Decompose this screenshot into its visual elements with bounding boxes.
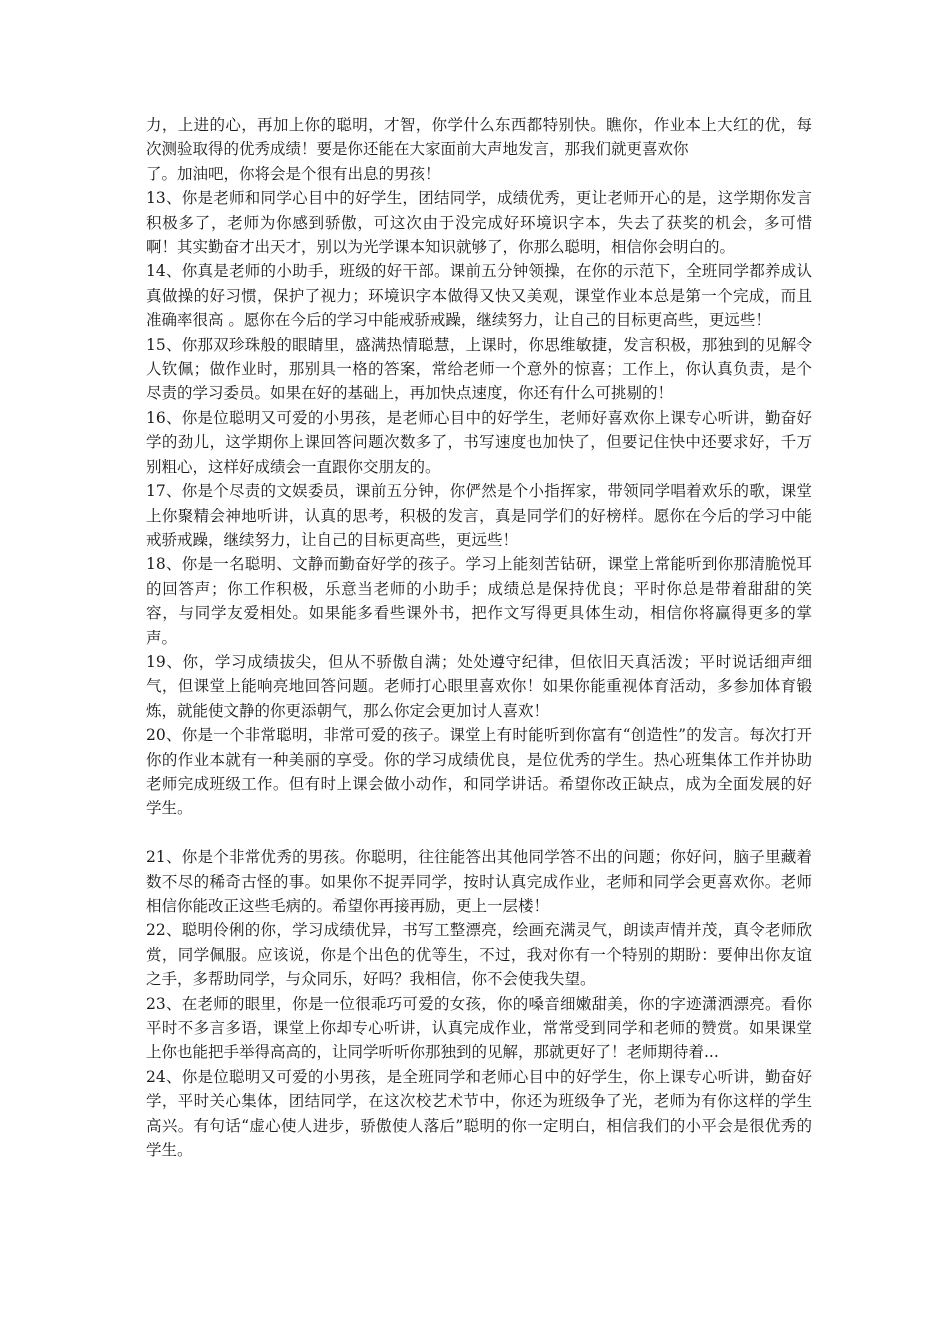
paragraph-24: 24、你是位聪明又可爱的小男孩，是全班同学和老师心目中的好学生，你上课专心听讲，勤奋好学，平时关心集体，团结同学，在这次校艺术节中，你还为班级争了光，老师为有你这样的学生高兴。有句话“虚心使人进步，骄傲使人落后”聪明的你一定明白，相信我们的小平会是很优秀的学生。 (146, 1067, 812, 1160)
paragraph-16: 16、你是位聪明又可爱的小男孩，是老师心目中的好学生，老师好喜欢你上课专心听讲，勤奋好学的劲儿，这学期你上课回答问题次数多了，书写速度也加快了，但要记住快中还要求好，千万别粗心，这样好成绩会一直跟你交朋友的。 (146, 408, 812, 476)
paragraph-intro-continued: 力，上进的心，再加上你的聪明，才智，你学什么东西都特别快。瞧你，作业本上大红的优，每次测验取得的优秀成绩！要是你还能在大家面前大声地发言，那我们就更喜欢你 (146, 116, 812, 159)
paragraph-15: 15、你那双珍珠般的眼睛里，盛满热情聪慧，上课时，你思维敏捷，发言积极，那独到的见解令人钦佩；做作业时，那别具一格的答案，常给老师一个意外的惊喜；工作上，你认真负责，是个尽责的学习委员。如果在好的基础上，再加快点速度，你还有什么可挑剔的！ (146, 335, 812, 403)
paragraph-20: 20、你是一个非常聪明，非常可爱的孩子。课堂上有时能听到你富有“创造性”的发言。每次打开你的作业本就有一种美丽的享受。你的学习成绩优良，是位优秀的学生。热心班集体工作并协助老师完成班级工作。但有时上课会做小动作，和同学讲话。希望你改正缺点，成为全面发展的好学生。 (146, 726, 812, 818)
paragraph-23: 23、在老师的眼里，你是一位很乖巧可爱的女孩，你的嗓音细嫩甜美，你的字迹潇洒漂亮。看你平时不多言多语，课堂上你却专心听讲，认真完成作业，常常受到同学和老师的赞赏。如果课堂上你也能把手举得高高的，让同学听听你那独到的见解，那就更好了！老师期待着... (146, 994, 812, 1062)
paragraph-18: 18、你是一名聪明、文静而勤奋好学的孩子。学习上能刻苦钻研，课堂上常能听到你那清脆悦耳的回答声；你工作积极，乐意当老师的小助手；成绩总是保持优良；平时你总是带着甜甜的笑容，与同学友爱相处。如果能多看些课外书，把作文写得更具体生动，相信你将赢得更多的掌声。 (146, 555, 812, 647)
paragraph-17: 17、你是个尽责的文娱委员，课前五分钟，你俨然是个小指挥家，带领同学唱着欢乐的歌，课堂上你聚精会神地听讲，认真的思考，积极的发言，真是同学们的好榜样。愿你在今后的学习中能戒骄戒躁，继续努力，让自己的目标更高些，更远些！ (146, 482, 812, 549)
paragraph-intro-end: 了。加油吧，你将会是个很有出息的男孩！ (146, 164, 441, 183)
paragraph-13: 13、你是老师和同学心目中的好学生，团结同学，成绩优秀，更让老师开心的是，这学期你发言积极多了，老师为你感到骄傲，可这次由于没完成好环境识字本，失去了获奖的机会，多可惜啊！其实勤奋才出天才，别以为光学课本知识就够了，你那么聪明，相信你会明白的。 (146, 189, 812, 257)
paragraph-22: 22、聪明伶俐的你，学习成绩优异，书写工整漂亮，绘画充满灵气，朗读声情并茂，真令老师欣赏，同学佩服。应该说，你是个出色的优等生，不过，我对你有一个特别的期盼：要伸出你友谊之手，多帮助同学，与众同乐，好吗？我相信，你不会使我失望。 (146, 921, 812, 989)
blank-line (146, 821, 812, 845)
document-page (146, 113, 812, 1162)
paragraph-21: 21、你是个非常优秀的男孩。你聪明，往往能答出其他同学答不出的问题；你好问，脑子里藏着数不尽的稀奇古怪的事。如果你不捉弄同学，按时认真完成作业，老师和同学会更喜欢你。老师相信你能改正这些毛病的。希望你再接再励，更上一层楼！ (146, 848, 812, 915)
paragraph-14: 14、你真是老师的小助手，班级的好干部。课前五分钟领操，在你的示范下，全班同学都养成认真做操的好习惯，保护了视力；环境识字本做得又快又美观，课堂作业本总是第一个完成，而且准确率很高 。愿你在今后的学习中能戒骄戒躁，继续努力，让自己的目标更高些，更远些！ (146, 262, 812, 330)
paragraph-19: 19、你，学习成绩拔尖，但从不骄傲自满；处处遵守纪律，但依旧天真活泼；平时说话细声细气，但课堂上能响亮地回答问题。老师打心眼里喜欢你！如果你能重视体育活动，多参加体育锻炼，就能使文静的你更添朝气，那么你定会更加讨人喜欢！ (146, 652, 812, 720)
